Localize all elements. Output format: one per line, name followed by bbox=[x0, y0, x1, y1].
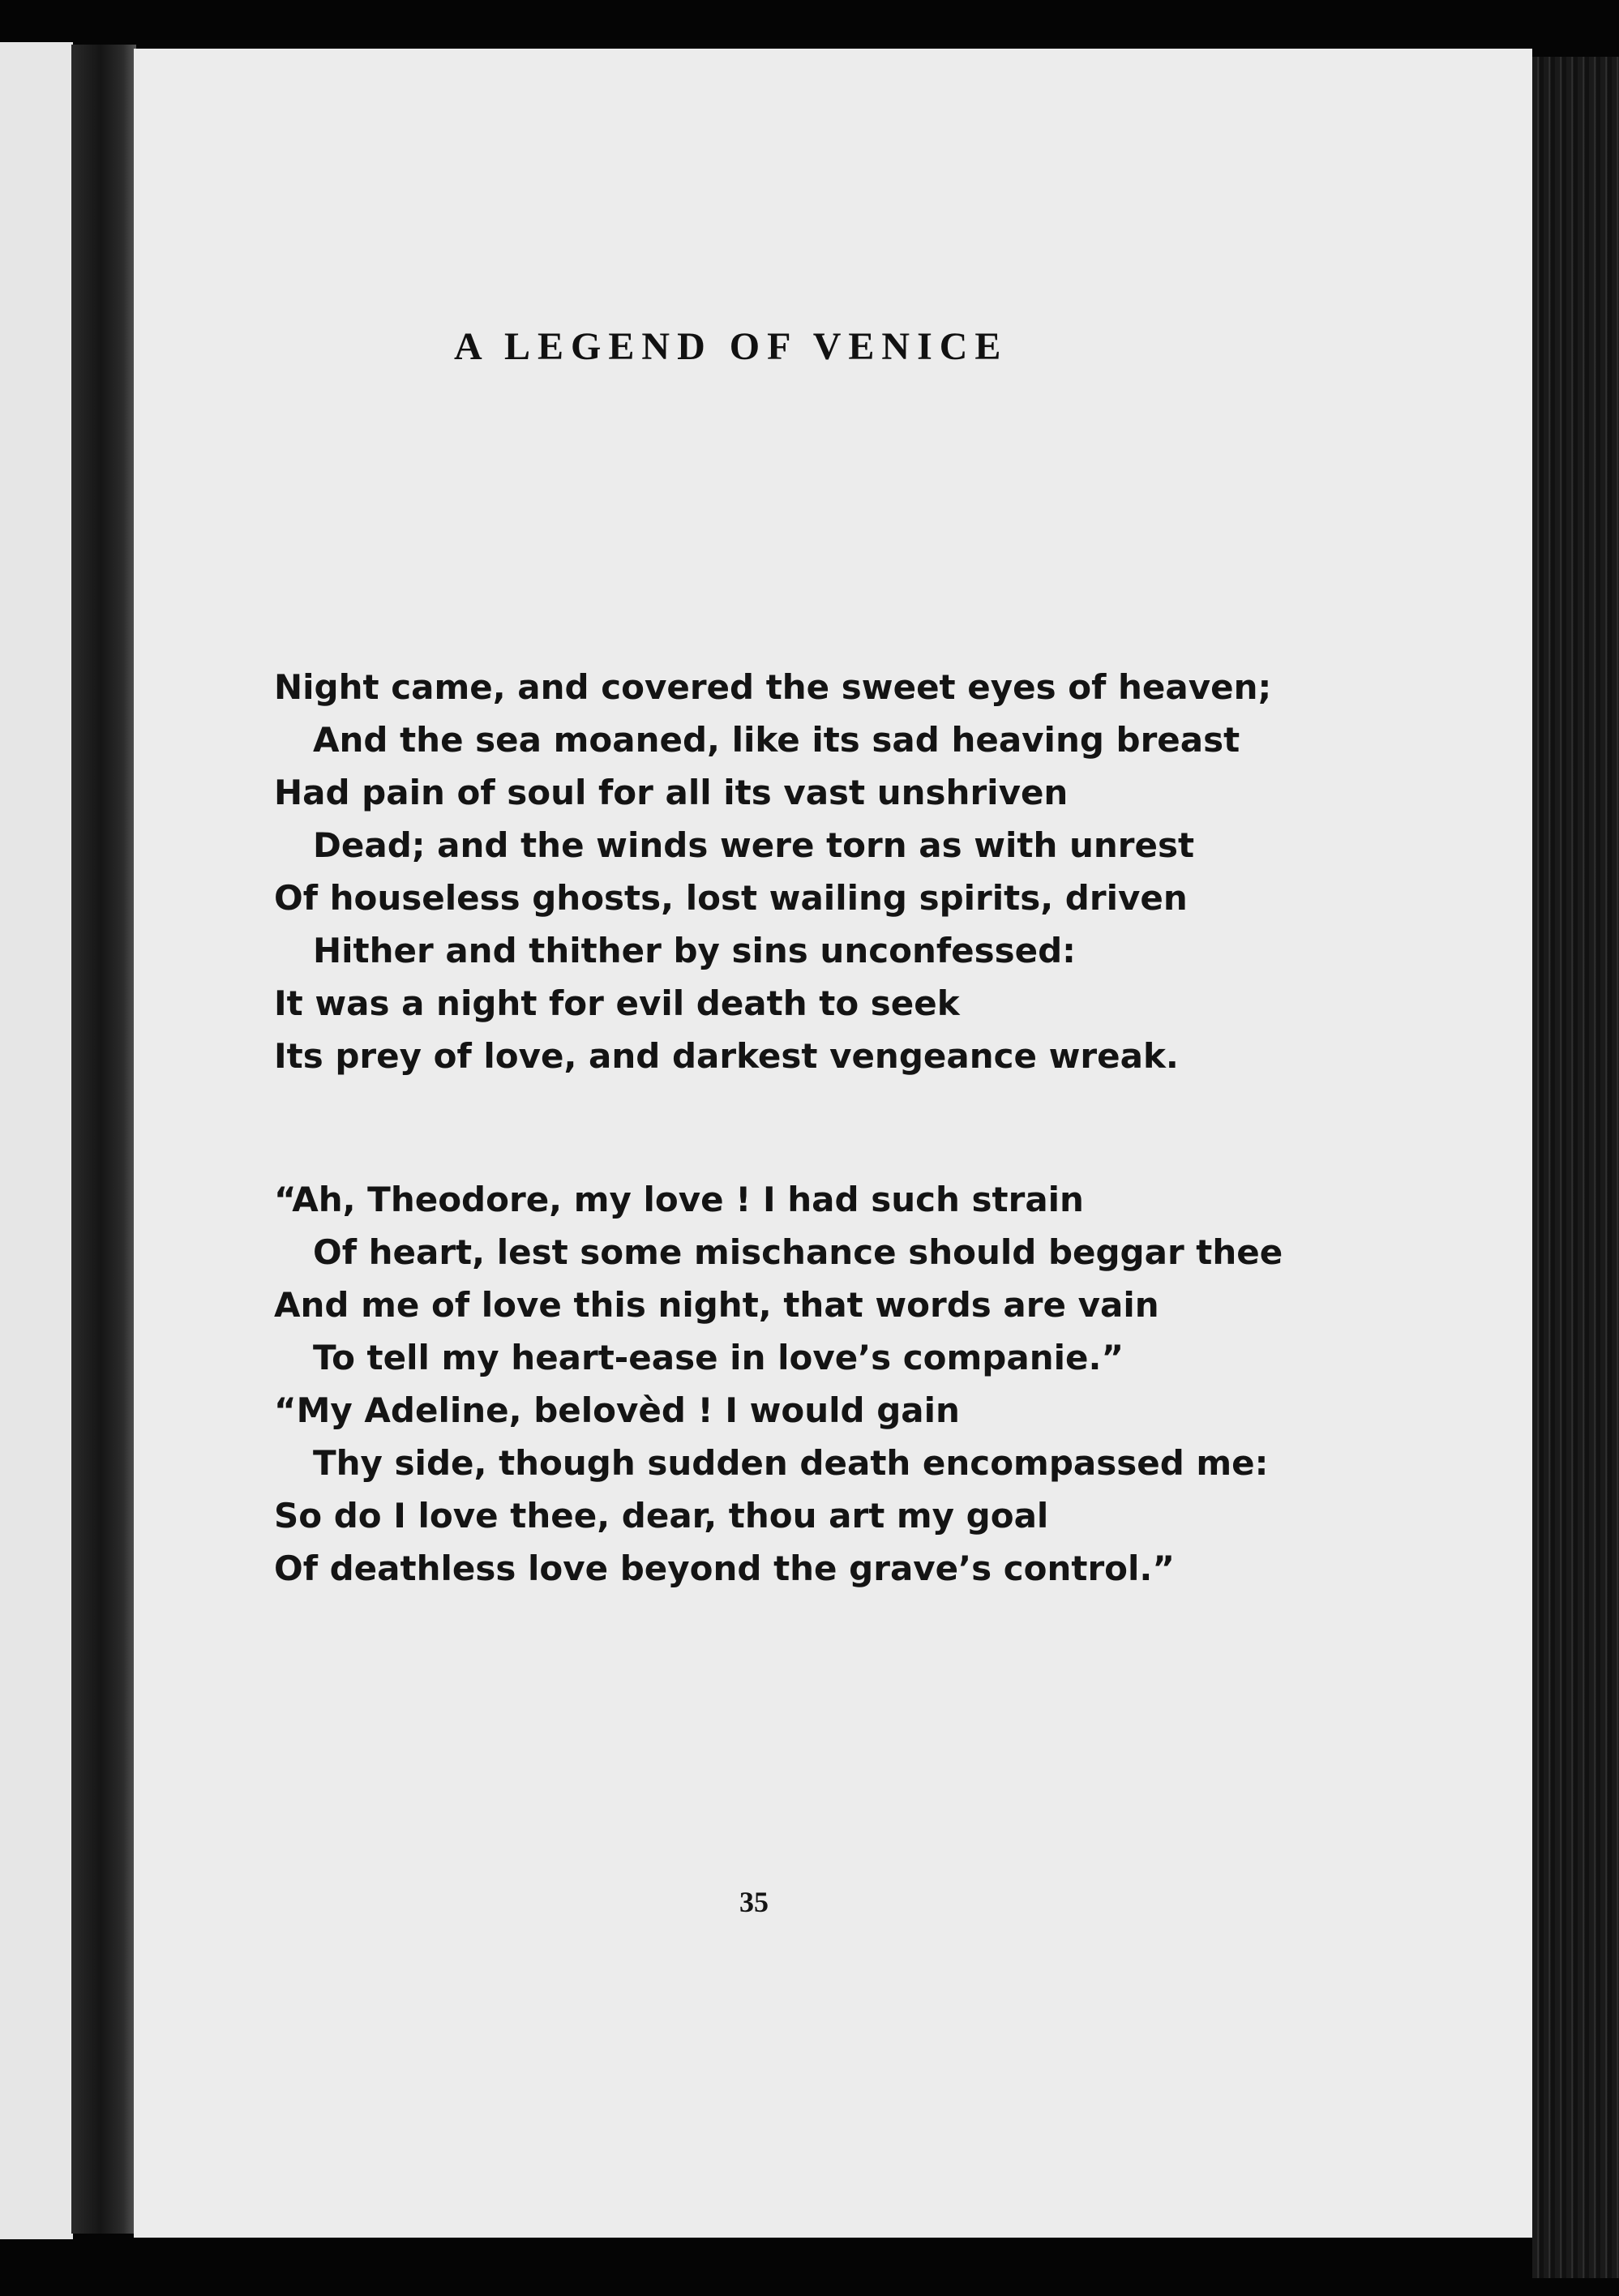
verse-line: It was a night for evil death to seek bbox=[274, 983, 960, 1023]
stanza-1 bbox=[274, 661, 1271, 1082]
verse-line: Its prey of love, and darkest vengeance wreak. bbox=[274, 1036, 1179, 1076]
verse-line: Of deathless love beyond the grave’s control.” bbox=[274, 1549, 1175, 1588]
verse-line: And the sea moaned, like its sad heaving breast bbox=[313, 720, 1240, 760]
verse-line: Dead; and the winds were torn as with unrest bbox=[313, 825, 1195, 865]
verse-line: Night came, and covered the sweet eyes of heaven; bbox=[274, 667, 1272, 707]
verse-line: Thy side, though sudden death encompassed me: bbox=[313, 1443, 1269, 1483]
verse-line: Of houseless ghosts, lost wailing spirits, driven bbox=[274, 878, 1188, 918]
verse-line: Had pain of soul for all its vast unshriven bbox=[274, 773, 1069, 812]
verse-line: And me of love this night, that words are vain bbox=[274, 1285, 1159, 1325]
verse-line: “My Adeline, belovèd ! I would gain bbox=[274, 1390, 960, 1430]
page-number: 35 bbox=[739, 1886, 769, 1918]
right-page-edges bbox=[1532, 57, 1619, 2278]
stanza-2 bbox=[274, 1173, 1283, 1595]
left-page-edge bbox=[0, 42, 73, 2239]
verse-line: “Ah, Theodore, my love ! I had such strain bbox=[274, 1180, 1084, 1219]
verse-line: So do I love thee, dear, thou art my goal bbox=[274, 1496, 1049, 1536]
book-page bbox=[134, 49, 1532, 2238]
verse-line: Hither and thither by sins unconfessed: bbox=[313, 931, 1076, 970]
book-binding bbox=[71, 45, 136, 2234]
verse-line: Of heart, lest some mischance should beggar thee bbox=[313, 1232, 1283, 1272]
page-title: A LEGEND OF VENICE bbox=[454, 325, 1009, 368]
verse-line: To tell my heart-ease in love’s companie.” bbox=[313, 1338, 1124, 1377]
